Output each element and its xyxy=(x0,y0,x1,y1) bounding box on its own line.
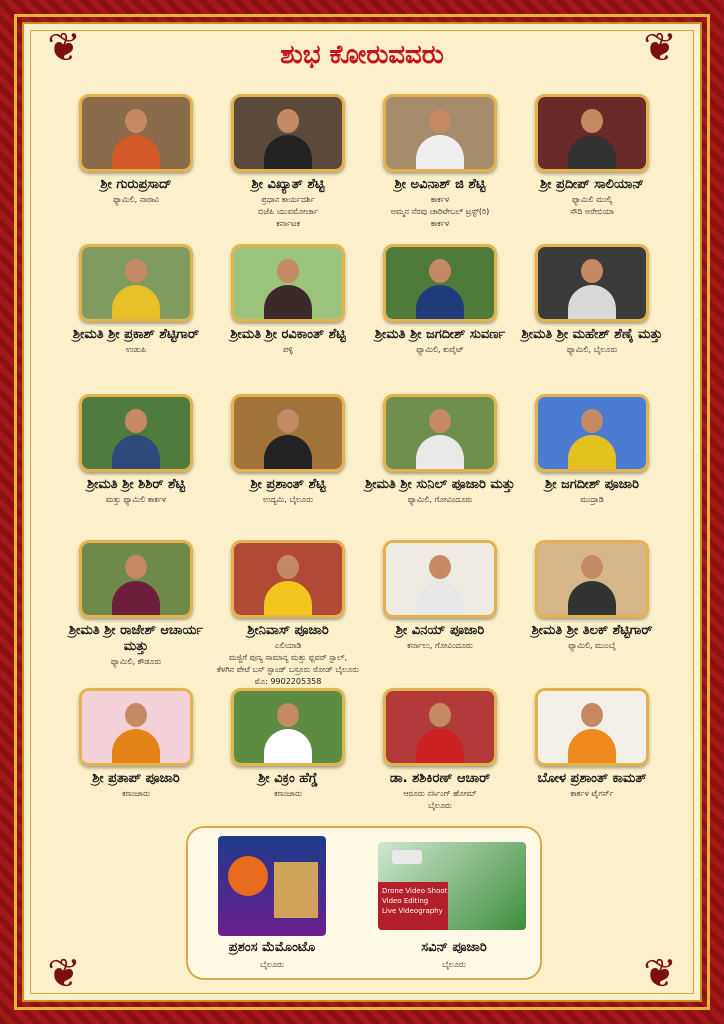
person-detail: ಫ್ಯಾಮಿಲಿ, ಕೌಡೂರು xyxy=(110,657,162,666)
person-photo xyxy=(535,394,649,472)
person-photo xyxy=(383,94,497,172)
sponsor-name: ಪ್ರಶಂಸ ಮೆಮೊಂಟೊ xyxy=(228,940,316,955)
page-title: ಶುಭ ಕೋರುವವರು xyxy=(280,40,444,70)
person-photo xyxy=(535,244,649,322)
person-card xyxy=(58,94,214,205)
person-photo xyxy=(383,244,497,322)
person-card xyxy=(210,94,366,229)
person-name: ಡಾ. ಶಶಿಕಿರಣ್ ಆಚಾರ್ xyxy=(389,771,491,786)
person-name: ಶ್ರೀಮತಿ ಶ್ರೀ ತಿಲಕ್ ಶೆಟ್ಟಿಗಾರ್ xyxy=(531,623,653,638)
person-card xyxy=(362,688,518,811)
person-detail: ಫ್ಯಾಮಿಲಿ, ಬೈಲೂರು xyxy=(566,345,618,354)
person-photo xyxy=(79,688,193,766)
person-photo xyxy=(535,94,649,172)
person-card xyxy=(58,688,214,799)
person-detail: ಸೌದಿ ಅರೇಬಿಯಾ xyxy=(570,207,614,216)
person-name: ಶ್ರೀ ಪ್ರದೀಪ್ ಸಾಲಿಯಾನ್ xyxy=(540,177,644,192)
person-photo xyxy=(79,244,193,322)
person-detail: ಕಾರ್ಕಳ xyxy=(430,195,450,204)
sponsor-place: ಬೈಲೂರು xyxy=(260,960,284,969)
person-photo xyxy=(231,394,345,472)
person-photo xyxy=(535,688,649,766)
person-photo xyxy=(231,540,345,618)
person-detail: ಕರ್ನಾಟಕ xyxy=(276,219,300,228)
person-card xyxy=(514,94,670,217)
person-detail: ಪಳ್ಳಿ xyxy=(283,345,293,354)
person-card xyxy=(58,540,214,667)
person-detail: ಉದ್ಯಮಿ, ಬೈಲೂರು xyxy=(262,495,314,504)
person-card xyxy=(514,688,670,799)
person-detail: ಎಲಿಯಾಡಿ xyxy=(274,641,302,650)
person-card xyxy=(210,688,366,799)
person-name: ಬೋಳ ಪ್ರಶಾಂತ್ ಕಾಮತ್ xyxy=(537,771,647,786)
person-detail: ಮತ್ತು ಫ್ಯಾಮಿಲಿ ಕಾರ್ಕಳ xyxy=(105,495,167,504)
person-detail: ಫ್ಯಾಮಿಲಿ, ಗೋವಿಂದೂರು xyxy=(407,495,473,504)
person-photo xyxy=(535,540,649,618)
person-name: ಶ್ರೀ ವಿಕ್ರಂ ಹೆಗ್ಡೆ xyxy=(258,771,318,786)
person-card xyxy=(362,244,518,355)
sponsor-place: ಬೈಲೂರು xyxy=(442,960,466,969)
person-name: ಶ್ರೀಮತಿ ಶ್ರೀ ರಾಜೇಶ್ ಆಚಾರ್ಯ ಮತ್ತು xyxy=(68,623,204,654)
person-detail: ಆರೂರು ನರ್ಸಿಂಗ್ ಹೋಮ್ xyxy=(403,789,477,798)
person-detail: ಅಮ್ಮನ ನೆರವು ಚಾರಿಟೇಬಲ್ ಟ್ರಸ್ಟ್(ರಿ) xyxy=(390,207,490,216)
person-name: ಶ್ರೀಮತಿ ಶ್ರೀ ಪ್ರಕಾಶ್ ಶೆಟ್ಟಿಗಾರ್ xyxy=(72,327,200,342)
person-name: ಶ್ರೀ ಗುರುಪ್ರಸಾದ್ xyxy=(100,177,172,192)
person-name: ಶ್ರೀ ಪ್ರತಾಪ್ ಪೂಜಾರಿ xyxy=(92,771,180,786)
person-card xyxy=(514,394,670,505)
person-name: ಶ್ರೀ ಅವಿನಾಶ್ ಜಿ ಶೆಟ್ಟಿ xyxy=(394,177,486,192)
person-name: ಶ್ರೀ ವಿನಯ್ ಪೂಜಾರಿ xyxy=(395,623,485,638)
person-name: ಶ್ರೀಮತಿ ಶ್ರೀ ಶಿಶಿರ್ ಶೆಟ್ಟಿ xyxy=(86,477,186,492)
person-card xyxy=(514,244,670,355)
person-detail: ಬೈಲೂರು xyxy=(428,801,452,810)
person-name: ಶ್ರೀ ಪ್ರಶಾಂತ್ ಶೆಟ್ಟಿ xyxy=(250,477,326,492)
person-detail: ಕಣಂಜಾರು xyxy=(274,789,302,798)
corner-ornament-icon: ❦ xyxy=(47,25,81,71)
person-photo xyxy=(79,94,193,172)
person-photo xyxy=(383,540,497,618)
drone-ad-text: Drone Video Shoot Video Editing Live Videography xyxy=(382,887,448,915)
person-detail: ಬಿಜೆಪಿ ಯುವಮೋರ್ಚಾ xyxy=(257,207,319,216)
person-card xyxy=(210,394,366,505)
memento-ad-image xyxy=(218,836,326,936)
person-name: ಶ್ರೀಮತಿ ಶ್ರೀ ಜಗದೀಶ್ ಸುವರ್ಣ xyxy=(374,327,506,342)
person-detail: ಪ್ರಧಾನ ಕಾರ್ಯದರ್ಶಿ xyxy=(261,195,315,204)
person-name: ಶ್ರೀ ಜಗದೀಶ್ ಪೂಜಾರಿ xyxy=(545,477,639,492)
person-card xyxy=(58,394,214,505)
person-detail: ಮುದ್ರಾಡಿ xyxy=(580,495,604,504)
corner-ornament-icon: ❦ xyxy=(643,951,677,997)
person-card xyxy=(514,540,670,651)
corner-ornament-icon: ❦ xyxy=(47,951,81,997)
person-card xyxy=(362,540,518,651)
person-photo xyxy=(383,688,497,766)
sponsor-name: ಸವಿನ್ ಪೂಜಾರಿ xyxy=(421,940,487,955)
person-card xyxy=(362,394,518,505)
person-name: ಶ್ರೀನಿವಾಸ್ ಪೂಜಾರಿ xyxy=(247,623,329,638)
person-name: ಶ್ರೀಮತಿ ಶ್ರೀ ಸುನಿಲ್ ಪೂಜಾರಿ ಮತ್ತು xyxy=(365,477,515,492)
person-card xyxy=(210,244,366,355)
person-detail: ಫ್ಯಾಮಿಲಿ, ನಾರಾವಿ xyxy=(112,195,160,204)
person-detail: ಕರ್ನಾಲು, ಗೋವಿಂದೂರು xyxy=(407,641,473,650)
person-detail: ಕೆಳಗಿನ ಪೇಟೆ ಬಸ್ ಸ್ಟಾಂಡ್ ಬಸ್ರೂರು ರೋಡ್ ಬೈಲೂರು xyxy=(216,665,360,674)
person-card xyxy=(362,94,518,229)
person-card xyxy=(58,244,214,355)
person-detail: ಕಣಂಜಾರು xyxy=(122,789,150,798)
person-detail: ಉಡುಪಿ xyxy=(125,345,147,354)
person-detail: ಫ್ಯಾಮಿಲಿ ಮುಲ್ಕಿ xyxy=(571,195,613,204)
sponsor-box xyxy=(186,826,542,980)
person-photo xyxy=(79,394,193,472)
person-detail: ಮೊ: 9902205358 xyxy=(254,677,322,686)
person-name: ಶ್ರೀಮತಿ ಶ್ರೀ ರವಿಕಾಂತ್ ಶೆಟ್ಟಿ xyxy=(230,327,346,342)
person-card xyxy=(210,540,366,687)
person-name: ಶ್ರೀ ವಿಖ್ಯಾತ್ ಶೆಟ್ಟಿ xyxy=(251,177,325,192)
corner-ornament-icon: ❦ xyxy=(643,25,677,71)
person-detail: ಫ್ಯಾಮಿಲಿ, ಮುಂಬೈ xyxy=(568,641,616,650)
person-photo xyxy=(231,94,345,172)
person-photo xyxy=(231,688,345,766)
person-name: ಶ್ರೀಮತಿ ಶ್ರೀ ಮಹೇಶ್ ಶೆಣೈ ಮತ್ತು xyxy=(521,327,663,342)
person-photo xyxy=(231,244,345,322)
person-detail: ಫ್ಯಾಮಿಲಿ, ಕುವೈಟ್ xyxy=(416,345,464,354)
person-detail: ಮಜ್ಜಿಗೆ ಪುಣ್ಯ ಸಾಮಾನ್ಯ ಮತ್ತು ಫ್ಲವರ್ ಸ್ಟಾಲ್, xyxy=(228,653,348,662)
person-detail: ಕಾರ್ಕಳ ಟೈಗರ್ಸ್ xyxy=(570,789,614,798)
drone-ad-image xyxy=(378,842,526,930)
person-photo xyxy=(79,540,193,618)
person-photo xyxy=(383,394,497,472)
person-detail: ಕಾರ್ಕಳ xyxy=(430,219,450,228)
